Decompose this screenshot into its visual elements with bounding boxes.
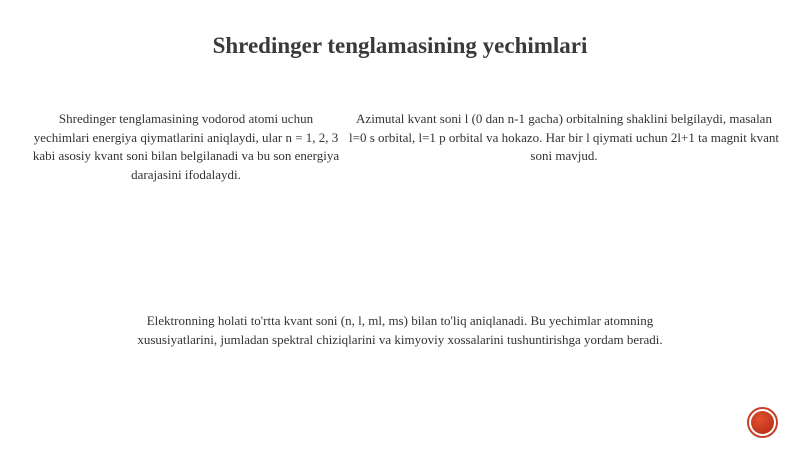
paragraph-azimuthal-number: Azimutal kvant soni l (0 dan n-1 gacha) orbitalning shaklini belgilaydi, masalan l=0 s orbital, l=1 p orbital va hokazo. Har bir l qiymati uchun 2l+1 ta magnit kvant soni mavjud. <box>349 111 779 163</box>
paragraph-quantum-numbers: Elektronning holati to'rtta kvant soni (n, l, ml, ms) bilan to'liq aniqlanadi. Bu yechimlar atomning xususiyatlarini, jumladan spektral chiziqlarini va kimyoviy xossalarini tushuntirishga yordam beradi. <box>137 313 663 347</box>
paragraph-energy-levels: Shredinger tenglamasining vodorod atomi uchun yechimlari energiya qiymatlarini aniqlaydi, ular n = 1, 2, 3 kabi asosiy kvant soni bilan belgilanadi va bu son energiya darajasini ifodalaydi. <box>32 111 340 182</box>
circle-nav-icon <box>751 411 774 434</box>
slide-title: Shredinger tenglamasining yechimlari <box>212 33 588 58</box>
slide-nav-button[interactable] <box>747 407 778 438</box>
